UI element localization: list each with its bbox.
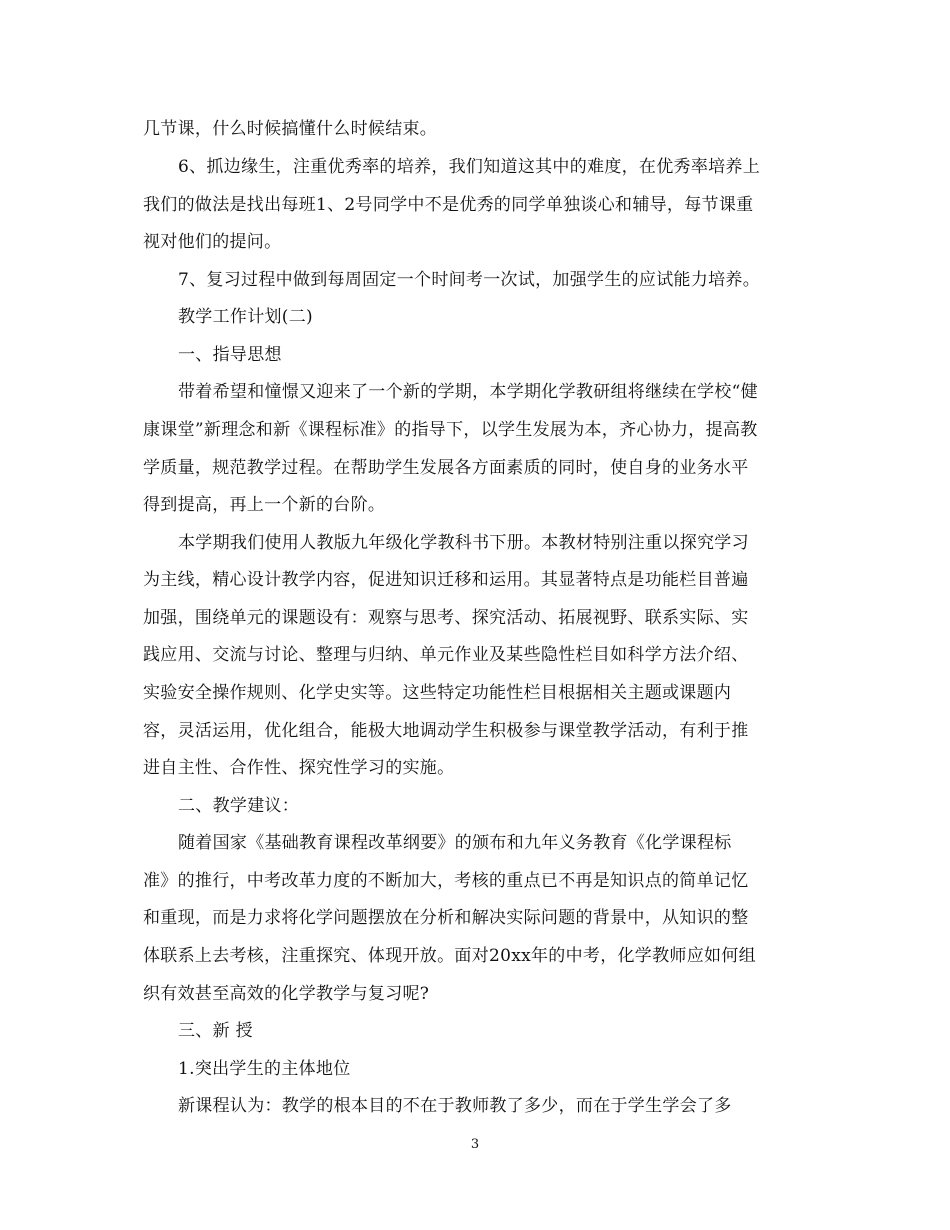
text-line: 7、复习过程中做到每周固定一个时间考一次试，加强学生的应试能力培养。 — [178, 270, 761, 290]
text-line: 视对他们的提问。 — [143, 232, 282, 252]
section-heading: 教学工作计划(二) — [178, 307, 313, 327]
text-line: 准》的推行，中考改革力度的不断加大，考核的重点已不再是知识点的简单记忆 — [143, 871, 749, 891]
text-line: 践应用、交流与讨论、整理与归纳、单元作业及某些隐性栏目如科学方法介绍、 — [143, 645, 749, 665]
text-line: 为主线，精心设计教学内容，促进知识迁移和运用。其显著特点是功能栏目普遍 — [143, 570, 749, 590]
page-number: 3 — [470, 1137, 480, 1152]
text-line: 织有效甚至高效的化学教学与复习呢? — [143, 984, 430, 1004]
text-line: 新课程认为：教学的根本目的不在于教师教了多少，而在于学生学会了多 — [178, 1096, 732, 1116]
text-line: 学质量，规范教学过程。在帮助学生发展各方面素质的同时，使自身的业务水平 — [143, 458, 749, 478]
text-line: 进自主性、合作性、探究性学习的实施。 — [143, 758, 455, 778]
text-line: 体联系上去考核，注重探究、体现开放。面对20xx年的中考，化学教师应如何组 — [143, 946, 756, 966]
text-line: 得到提高，再上一个新的台阶。 — [143, 495, 386, 515]
subsection-heading: 1.突出学生的主体地位 — [178, 1059, 351, 1079]
text-line: 容，灵活运用，优化组合，能极大地调动学生积极参与课堂教学活动，有利于推 — [143, 721, 749, 741]
text-line: 带着希望和憧憬又迎来了一个新的学期，本学期化学教研组将继续在学校“健 — [178, 382, 758, 402]
text-line: 和重现，而是力求将化学问题摆放在分析和解决实际问题的背景中，从知识的整 — [143, 908, 749, 928]
text-line: 康课堂”新理念和新《课程标准》的指导下，以学生发展为本，齐心协力，提高教 — [143, 420, 758, 440]
text-line: 我们的做法是找出每班1、2号同学中不是优秀的同学单独谈心和辅导，每节课重 — [143, 195, 754, 215]
text-line: 随着国家《基础教育课程改革纲要》的颁布和九年义务教育《化学课程标 — [178, 833, 732, 853]
section-heading: 三、新 授 — [178, 1021, 253, 1041]
text-line: 实验安全操作规则、化学史实等。这些特定功能性栏目根据相关主题或课题内 — [143, 683, 732, 703]
text-line: 本学期我们使用人教版九年级化学教科书下册。本教材特别注重以探究学习 — [178, 533, 749, 553]
section-heading: 二、教学建议： — [178, 796, 300, 816]
text-line: 几节课，什么时候搞懂什么时候结束。 — [143, 119, 438, 139]
text-line: 6、抓边缘生，注重优秀率的培养，我们知道这其中的难度，在优秀率培养上 — [178, 157, 761, 177]
text-line: 加强，围绕单元的课题设有：观察与思考、探究活动、拓展视野、联系实际、实 — [143, 608, 749, 628]
section-heading: 一、指导思想 — [178, 345, 282, 365]
